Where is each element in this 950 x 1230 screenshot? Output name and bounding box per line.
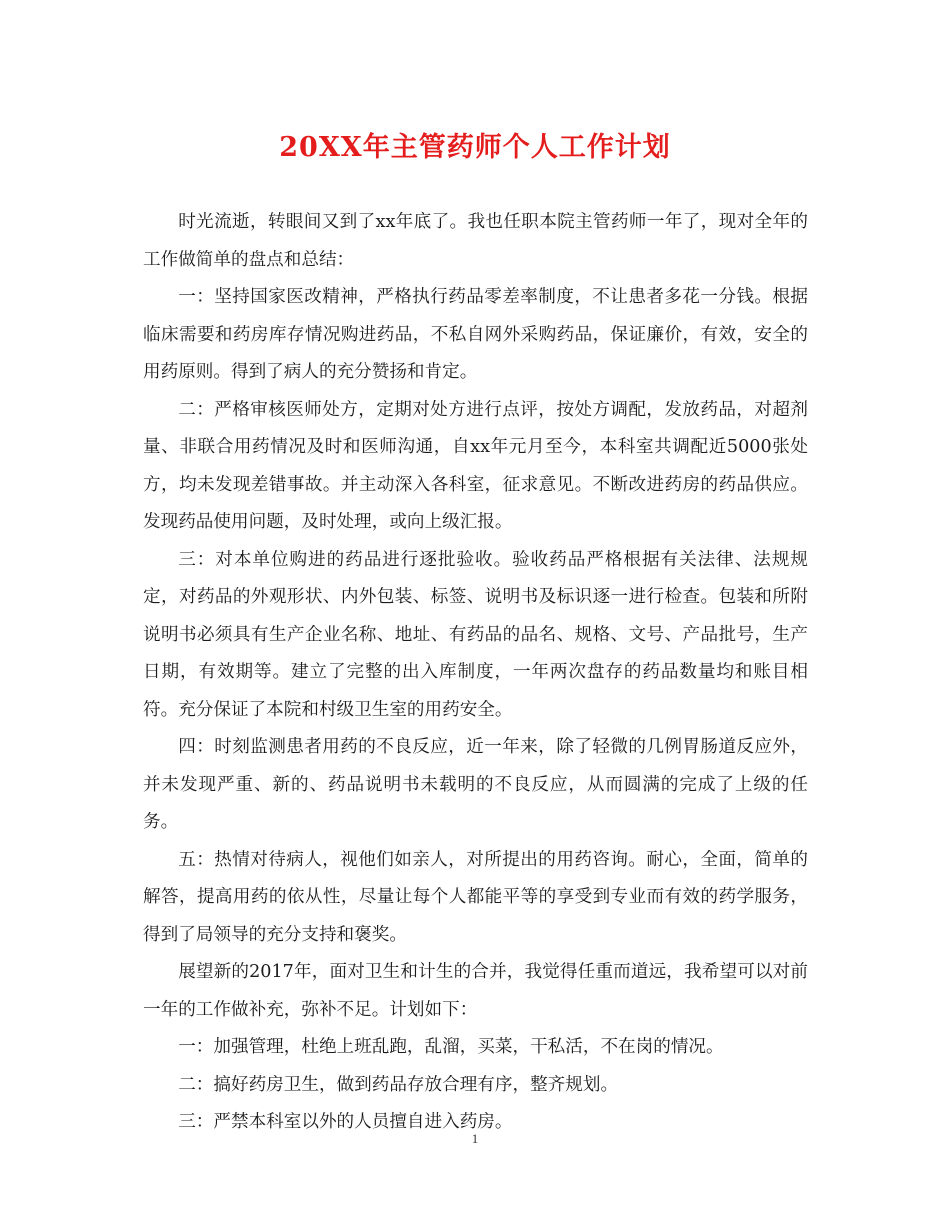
paragraph-plan-2: 二：搞好药房卫生，做到药品存放合理有序，整齐规划。 <box>178 1074 619 1095</box>
paragraph-plan-3: 三：严禁本科室以外的人员擅自进入药房。 <box>178 1112 513 1132</box>
paragraph-item-1: 一：坚持国家医改精神，严格执行药品零差率制度，不让患者多花一分钱。根据临床需要和药房库存情况购进药品，不私自网外采购药品，保证廉价，有效，安全的用药原则。得到了病人的充分赞扬和肯定。 <box>143 287 808 382</box>
paragraph-intro: 时光流逝，转眼间又到了xx年底了。我也任职本院主管药师一年了，现对全年的工作做简单的盘点和总结： <box>143 212 808 270</box>
document-body <box>143 204 808 1142</box>
paragraph-outlook: 展望新的2017年，面对卫生和计生的合并，我觉得任重而道远，我希望可以对前一年的工作做补充，弥补不足。计划如下： <box>143 962 808 1020</box>
document-title: 20XX年主管药师个人工作计划 <box>279 132 671 163</box>
paragraph-item-2: 二：严格审核医师处方，定期对处方进行点评，按处方调配，发放药品，对超剂量、非联合用药情况及时和医师沟通，自xx年元月至今，本科室共调配近5000张处方，均未发现差错事故。并主动深入各科室，征求意见。不断改进药房的药品供应。发现药品使用问题，及时处理，或向上级汇报。 <box>143 399 808 532</box>
paragraph-item-3: 三：对本单位购进的药品进行逐批验收。验收药品严格根据有关法律、法规规定，对药品的外观形状、内外包装、标签、说明书及标识逐一进行检查。包装和所附说明书必须具有生产企业名称、地址、有药品的品名、规格、文号、产品批号，生产日期，有效期等。建立了完整的出入库制度，一年两次盘存的药品数量均和账目相符。充分保证了本院和村级卫生室的用药安全。 <box>143 549 808 720</box>
paragraph-item-5: 五：热情对待病人，视他们如亲人，对所提出的用药咨询。耐心，全面，简单的解答，提高用药的依从性，尽量让每个人都能平等的享受到专业而有效的药学服务，得到了局领导的充分支持和褒奖。 <box>143 849 808 945</box>
paragraph-item-4: 四：时刻监测患者用药的不良反应，近一年来，除了轻微的几例胃肠道反应外，并未发现严重、新的、药品说明书未载明的不良反应，从而圆满的完成了上级的任务。 <box>143 737 808 832</box>
page-number: 1 <box>471 1131 479 1146</box>
paragraph-plan-1: 一：加强管理，杜绝上班乱跑，乱溜，买菜，干私活，不在岗的情况。 <box>178 1037 724 1057</box>
